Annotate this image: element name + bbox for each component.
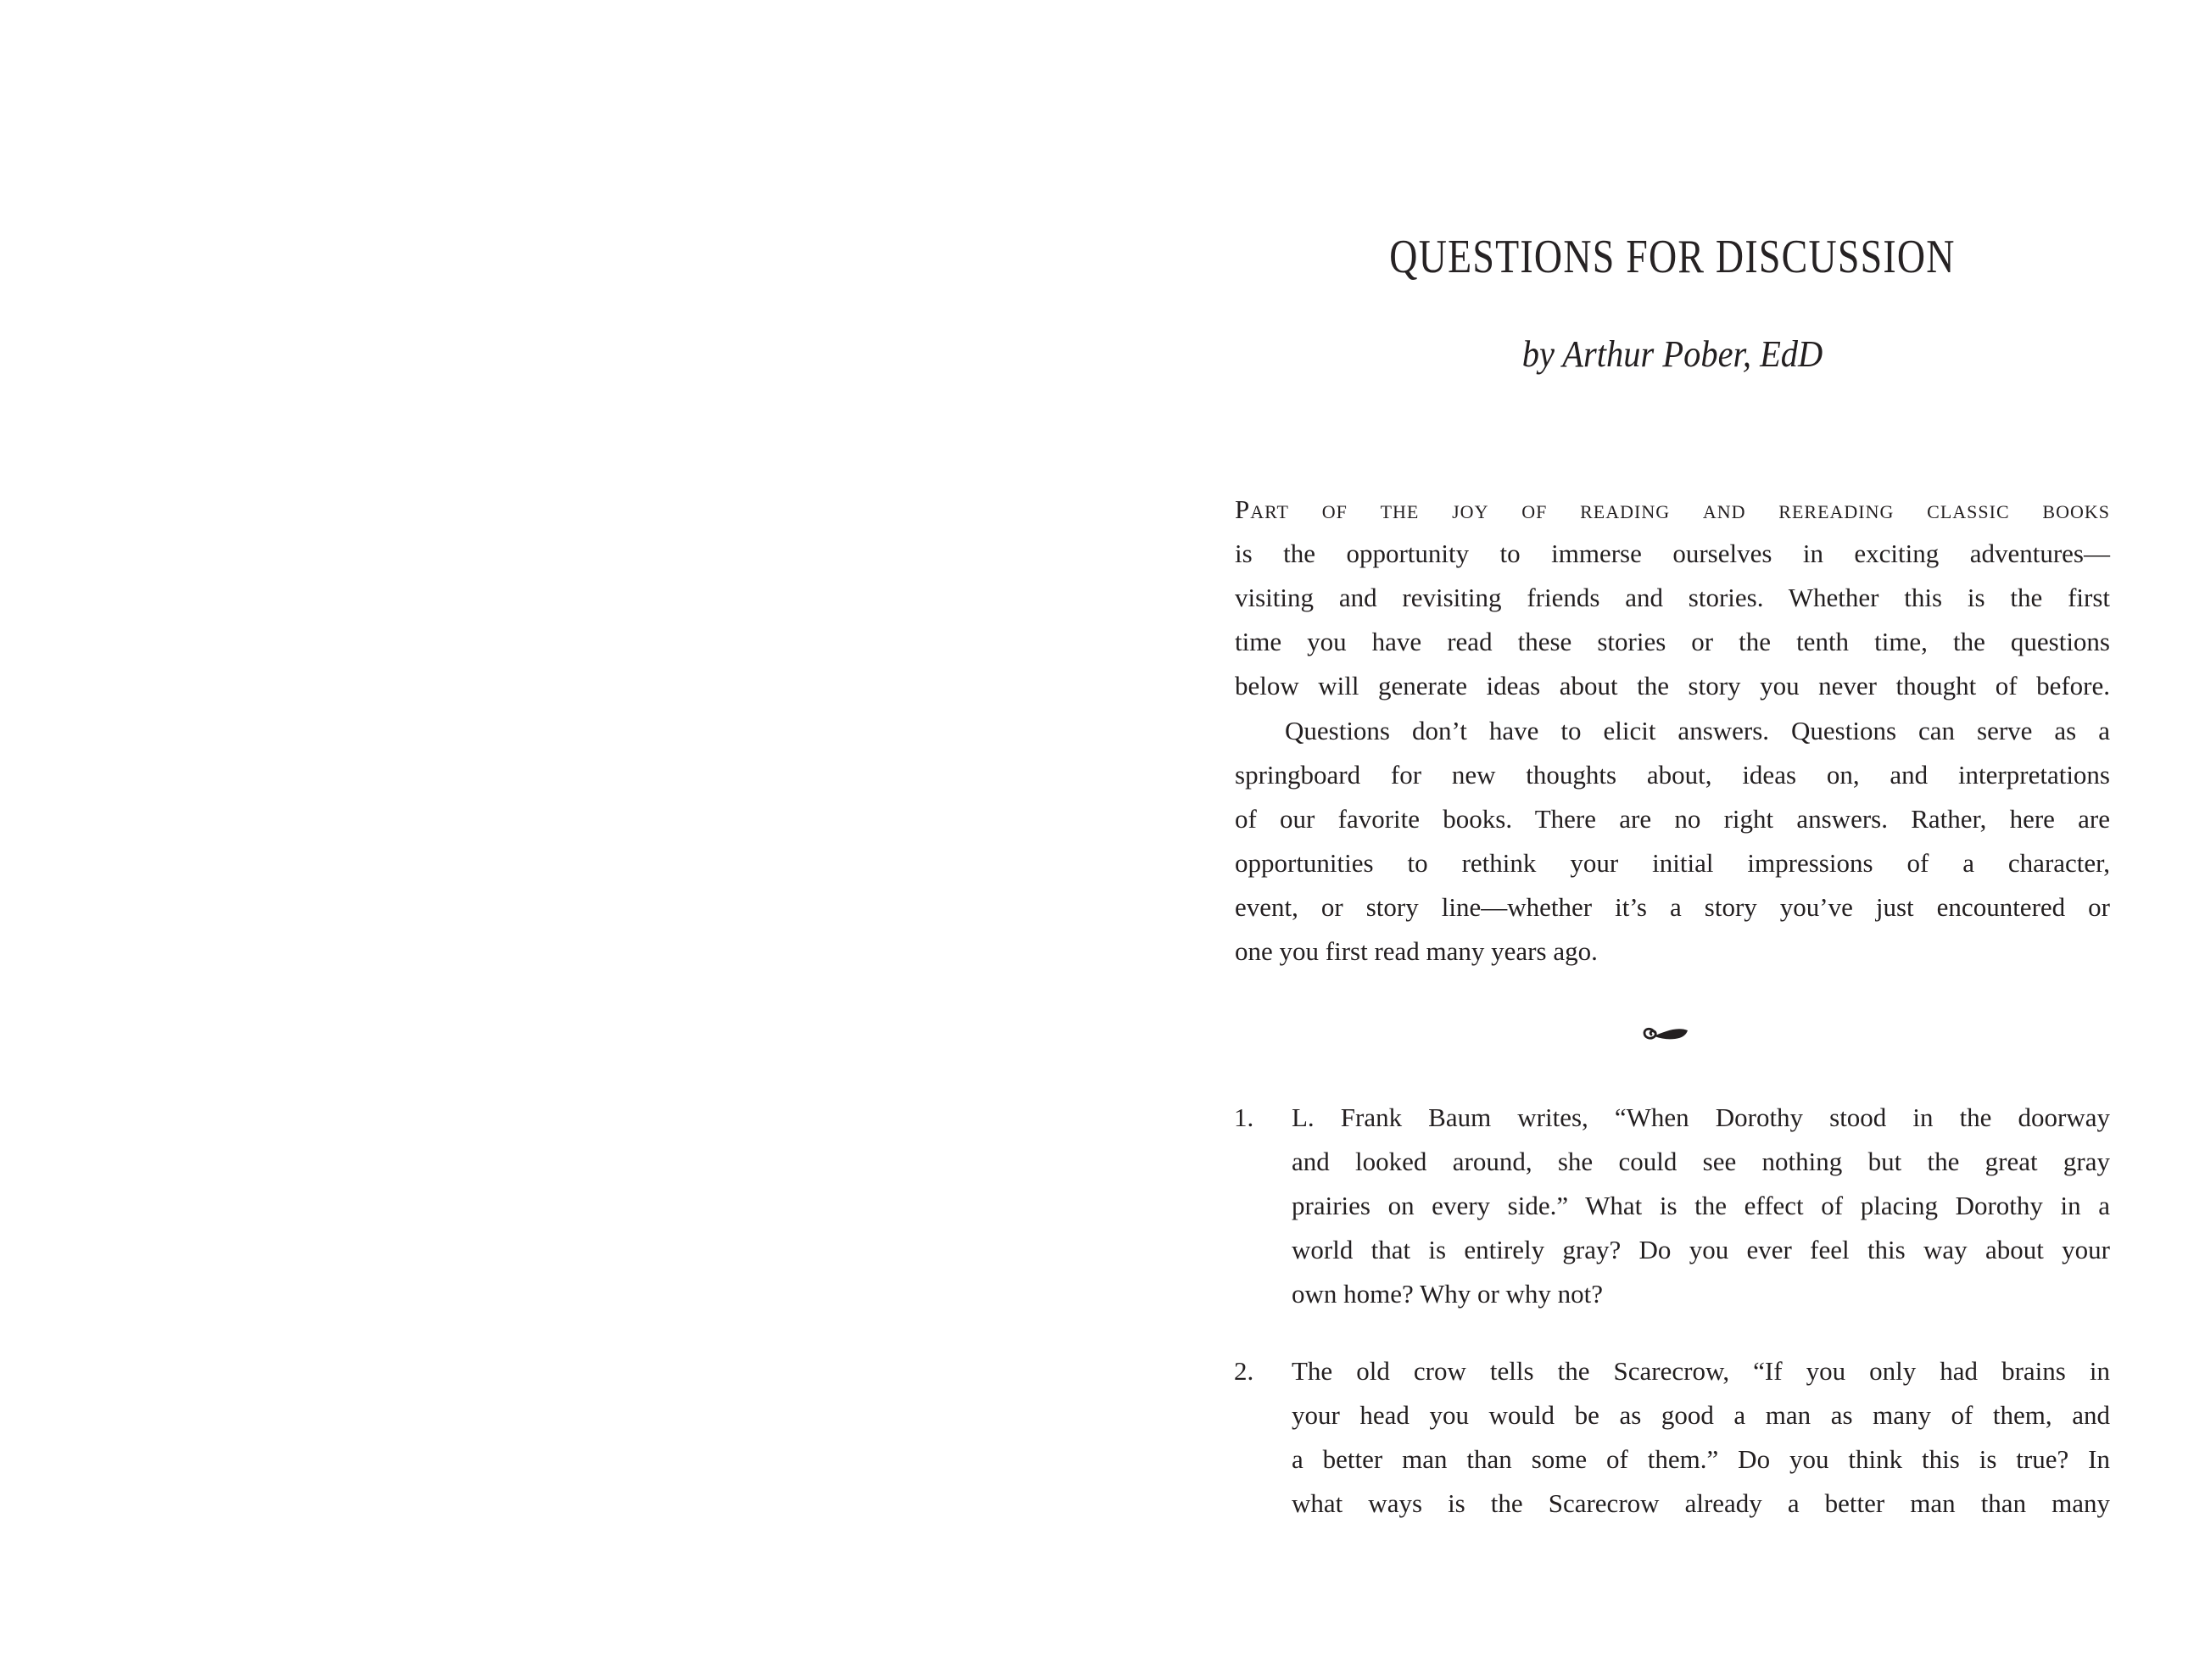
text-line: a better man than some of them.” Do you think this is true? In — [1292, 1444, 2110, 1474]
text-line: L. Frank Baum writes, “When Dorothy stood in the doorway — [1292, 1102, 2110, 1132]
intro-paragraph-2 — [1235, 709, 2110, 974]
text-line: Part of the joy of reading and rereading classic books — [1235, 494, 2110, 524]
text-line: springboard for new thoughts about, ideas on, and interpretations — [1235, 760, 2110, 790]
text-line: of our favorite books. There are no right answers. Rather, here are — [1235, 804, 2110, 834]
text-line: opportunities to rethink your initial impressions of a character, — [1235, 848, 2110, 878]
byline: by Arthur Pober, EdD — [1521, 333, 1823, 375]
text-line: visiting and revisiting friends and stories. Whether this is the first — [1235, 583, 2110, 612]
text-line: and looked around, she could see nothing but the great gray — [1292, 1147, 2110, 1176]
text-line: world that is entirely gray? Do you ever feel this way about your — [1292, 1235, 2110, 1264]
text-line: one you first read many years ago. — [1235, 936, 1598, 966]
question-number: 2. — [1234, 1356, 1254, 1386]
text-line: own home? Why or why not? — [1292, 1279, 1604, 1309]
fleuron-divider-icon — [1643, 1018, 1689, 1048]
text-line: Questions don’t have to elicit answers. Questions can serve as a — [1285, 716, 2110, 745]
intro-paragraph-1 — [1235, 488, 2110, 708]
question-number: 1. — [1234, 1102, 1254, 1132]
text-line: your head you would be as good a man as many of them, and — [1292, 1400, 2110, 1430]
text-line: is the opportunity to immerse ourselves in exciting adventures— — [1235, 539, 2110, 568]
text-line: below will generate ideas about the story you never thought of before. — [1235, 671, 2110, 700]
text-line: prairies on every side.” What is the effect of placing Dorothy in a — [1292, 1191, 2110, 1220]
question-text — [1292, 1349, 2110, 1526]
text-line: time you have read these stories or the tenth time, the questions — [1235, 627, 2110, 656]
text-line: The old crow tells the Scarecrow, “If you only had brains in — [1292, 1356, 2110, 1386]
question-text — [1292, 1096, 2110, 1316]
text-line: what ways is the Scarecrow already a better man than many — [1292, 1488, 2110, 1518]
page-title: QUESTIONS FOR DISCUSSION — [1389, 231, 1956, 283]
text-line: event, or story line—whether it’s a story you’ve just encountered or — [1235, 892, 2110, 922]
